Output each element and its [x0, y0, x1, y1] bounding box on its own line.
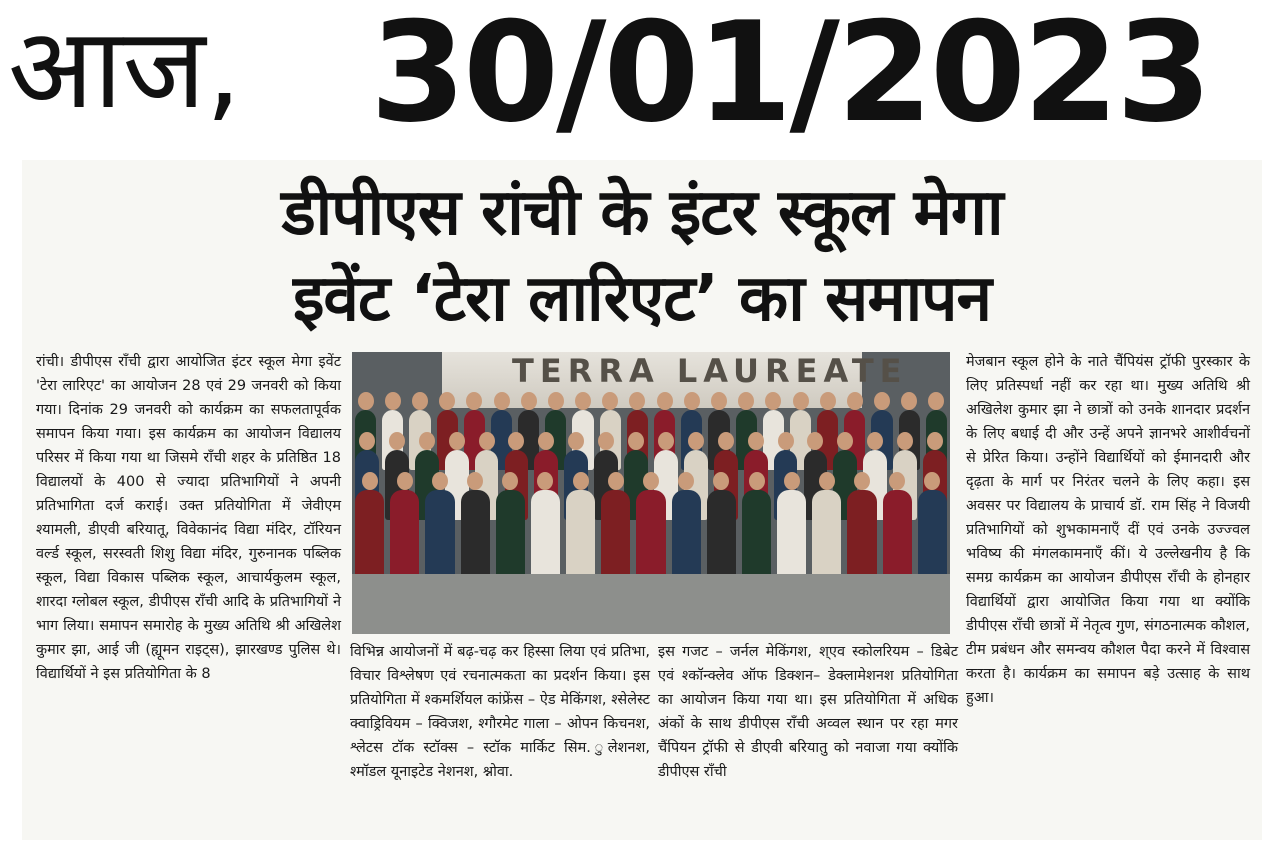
photo-person-head: [628, 432, 644, 450]
article-column-bottom-2: इस गजट – जर्नल मेकिंगश, श्एव स्कोलरियम – डिबेट एवं श्कॉन्क्लेव ऑफ डिक्शन– डेक्लामेशनश प्रतियोगिता का आयोजन किया गया था। इस प्रतियोगिता में अधिक अंकों के साथ डीपीएस राँची अव्वल स्थान पर रहा मगर चैंपियन ट्रॉफी से डीएवी बरियातु को नवाजा गया क्योंकि डीपीएस राँची: [658, 644, 958, 780]
photo-person-head: [784, 472, 800, 490]
photo-person-head: [432, 472, 448, 490]
photo-person-head: [684, 392, 700, 410]
headline-line-2: इवेंट ‘टेरा लारिएट’ का समापन: [292, 262, 992, 336]
photo-person-head: [718, 432, 734, 450]
photo-person-head: [854, 472, 870, 490]
article-column-bottom-1: विभिन्न आयोजनों में बढ़-चढ़ कर हिस्सा लिया एवं प्रतिभा, विचार विश्लेषण एवं रचनात्मकता का प्रदर्शन किया। इस प्रतियोगिता में श्कमर्शियल कांफ्रेंस – ऐड मेकिंगश, श्सेलेस्ट क्वाड्रिवियम – क्विजश, श्गौरमेट गाला – ओपन किचनश, श्लेटस टॉक स्टॉक्स – स्टॉक मार्किट सिम. ुलेशनश, श्मॉडल यूनाइटेड नेशनश, श्नोवा.: [350, 644, 650, 780]
photo-person-head: [657, 392, 673, 410]
photo-person-head: [901, 392, 917, 410]
photo-banner-text: TERRA LAUREATE: [512, 352, 908, 390]
photo-person-head: [494, 392, 510, 410]
newspaper-header: [0, 0, 1280, 153]
photo-person-head: [389, 432, 405, 450]
publication-date: 30/01/2023: [370, 0, 1209, 153]
photo-person-head: [749, 472, 765, 490]
photo-person-head: [711, 392, 727, 410]
photo-person-head: [874, 392, 890, 410]
photo-stage: [352, 574, 950, 634]
photo-person-head: [608, 472, 624, 490]
photo-person-head: [467, 472, 483, 490]
photo-person-head: [521, 392, 537, 410]
event-group-photo: [352, 352, 950, 634]
photo-person-head: [412, 392, 428, 410]
photo-person-head: [748, 432, 764, 450]
photo-person-head: [819, 472, 835, 490]
photo-person-head: [359, 432, 375, 450]
photo-person-head: [658, 432, 674, 450]
photo-person-head: [479, 432, 495, 450]
photo-person-head: [573, 472, 589, 490]
photo-person-head: [778, 432, 794, 450]
headline-line-1: डीपीएस रांची के इंटर स्कूल मेगा: [281, 176, 1003, 250]
photo-person-head: [397, 472, 413, 490]
photo-person-head: [419, 432, 435, 450]
photo-person-head: [385, 392, 401, 410]
photo-person-head: [548, 392, 564, 410]
news-clipping: [22, 160, 1262, 840]
article-headline: [22, 170, 1262, 342]
photo-person-head: [449, 432, 465, 450]
article-column-left: रांची। डीपीएस राँची द्वारा आयोजित इंटर स्कूल मेगा इवेंट 'टेरा लारिएट' का आयोजन 28 एवं 29 जनवरी को किया गया। दिनांक 29 जनवरी को कार्यक्रम का सफलतापूर्वक समापन किया गया। इस कार्यक्रम का आयोजन विद्यालय परिसर में किया गया था जिसमे राँची शहर के प्रतिष्ठित 18 विद्यालयों के 400 से ज्यादा प्रतिभागियों ने अपनी प्रतिभागिता दर्ज कराई। उक्त प्रतियोगिता में जेवीएम श्यामली, डीएवी बरियातू, विवेकानंद विद्या मंदिर, टॉरियन वर्ल्ड स्कूल, सरस्वती शिशु विद्या मंदिर, गुरुनानक पब्लिक स्कूल, विद्या विकास पब्लिक स्कूल, आचार्यकुलम स्कूल, शारदा ग्लोबल स्कूल, डीपीएस राँची आदि के प्रतिभागियों ने भाग लिया। समापन समारोह के मुख्य अतिथि श्री अखिलेश कुमार झा, आई जी (ह्यूमन राइट्स), झारखण्ड पुलिस थे। विद्यार्थियों ने इस प्रतियोगिता के 8: [36, 354, 341, 682]
photo-person-head: [358, 392, 374, 410]
photo-person-head: [928, 392, 944, 410]
newspaper-name: आज,: [8, 4, 242, 134]
photo-person-head: [688, 432, 704, 450]
photo-person-head: [643, 472, 659, 490]
article-column-right: मेजबान स्कूल होने के नाते चैंपियंस ट्रॉफी पुरस्कार के लिए प्रतिस्पर्धा नहीं कर रहा था। मुख्य अतिथि श्री अखिलेश कुमार झा ने छात्रों को उनके शानदार प्रदर्शन के लिए बधाई दी और उन्हें अपने ज्ञानभरे आशीर्वचनों से प्रेरित किया। उन्होंने विद्यार्थियों को ईमानदारी और दृढ़ता के मार्ग पर निरंतर चलने के लिए कहा। इस अवसर पर विद्यालय के प्राचार्य डॉ. राम सिंह ने विजयी प्रतिभागियों को शुभकामनाएँ दीं एवं उनके उज्ज्वल भविष्य की मंगलकामनाएँ कीं। ये उल्लेखनीय है कि समग्र कार्यक्रम का आयोजन डीपीएस राँची के होनहार विद्यार्थियों द्वारा आयोजित किया गया था क्योंकि डीपीएस राँची छात्रों में नेतृत्व गुण, संगठनात्मक कौशल, टीम प्रबंधन और समन्वय कौशल पैदा करने में विश्वास करता है। कार्यक्रम का समापन बड़े उत्साह के साथ हुआ।: [966, 354, 1250, 706]
photo-person-head: [820, 392, 836, 410]
photo-person-head: [847, 392, 863, 410]
photo-person-head: [575, 392, 591, 410]
photo-person-head: [362, 472, 378, 490]
photo-person-head: [793, 392, 809, 410]
photo-person-head: [927, 432, 943, 450]
